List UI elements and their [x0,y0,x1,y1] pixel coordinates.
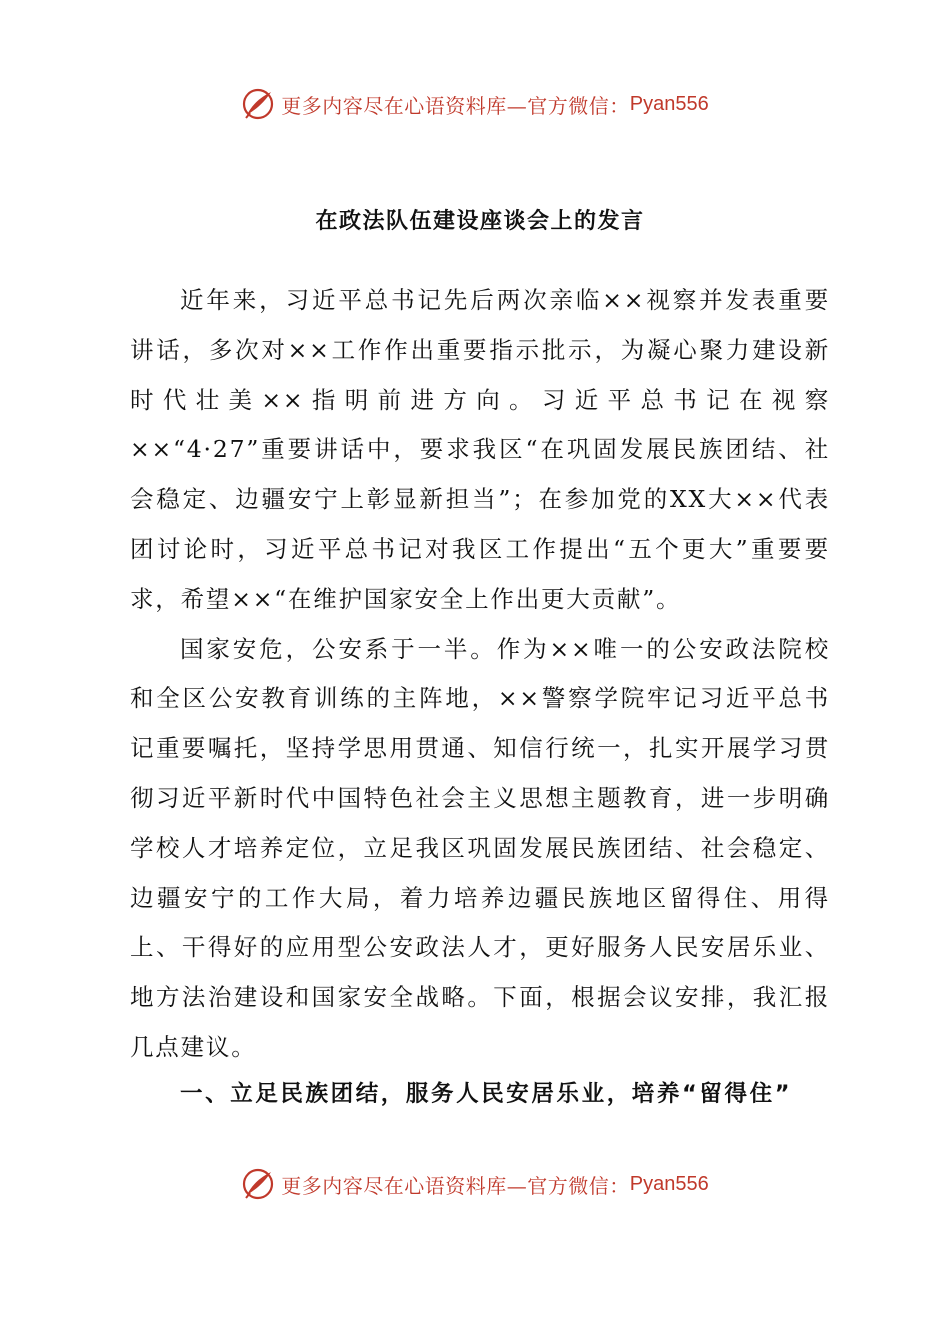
watermark-text: 更多内容尽在心语资料库—官方微信： [281,1173,630,1198]
section-heading: 一、立足民族团结，服务人民安居乐业，培养“留得住” [180,1081,793,1107]
paragraph: 近年来，习近平总书记先后两次亲临××视察并发表重要讲话，多次对××工作作出重要指示批示，为凝心聚力建设新时代壮美××指明前进方向。习近平总书记在视察××“4·27”重要讲话中，要求我区“在巩固发展民族团结、社会稳定、边疆安宁上彰显新担当”；在参加党的XX大××代表团讨论时，习近平总书记对我区工作提出“五个更大”重要要求，希望××“在维护国家安全上作出更大贡献”。 [130,286,830,613]
document-title: 在政法队伍建设座谈会上的发言 [315,209,645,234]
paragraph: 国家安危，公安系于一半。作为××唯一的公安政法院校和全区公安教育训练的主阵地，××警察学院牢记习近平总书记重要嘱托，坚持学思用贯通、知信行统一，扎实开展学习贯彻习近平新时代中国特色社会主义思想主题教育，进一步明确学校人才培养定位，立足我区巩固发展民族团结、社会稳定、边疆安宁的工作大局，着力培养边疆民族地区留得住、用得上、干得好的应用型公安政法人才，更好服务人民安居乐业、地方法治建设和国家安全战略。下面，根据会议安排，我汇报几点建议。 [130,634,830,1061]
quill-logo-icon [241,87,275,121]
watermark-id: Pyan556 [629,92,709,115]
document-body [130,276,830,1073]
footer-watermark [0,1164,950,1204]
header-watermark [0,84,950,124]
watermark-id: Pyan556 [629,1172,709,1195]
watermark-text: 更多内容尽在心语资料库—官方微信： [281,93,630,118]
quill-logo-icon [241,1167,275,1201]
